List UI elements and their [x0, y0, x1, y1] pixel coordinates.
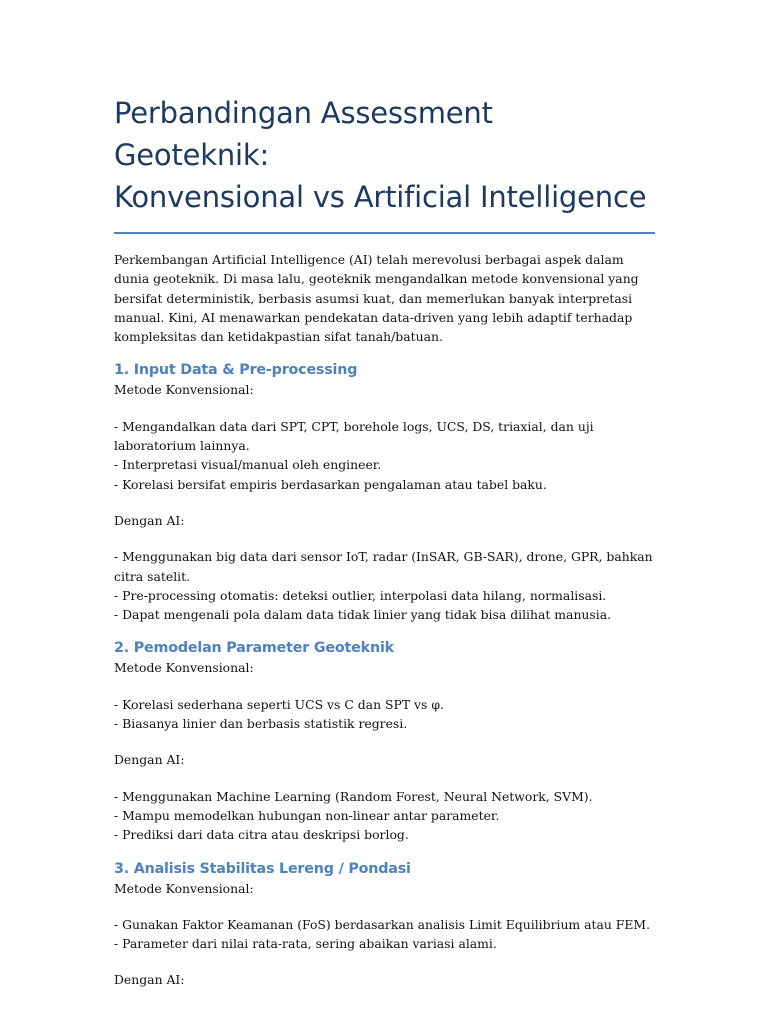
list-item: - Parameter dari nilai rata-rata, sering abaikan variasi alami. [114, 936, 497, 952]
list-item: - Biasanya linier dan berbasis statistik regresi. [114, 716, 408, 732]
intro-paragraph: Perkembangan Artificial Intelligence (AI) telah merevolusi berbagai aspek dalam dunia geoteknik. Di masa lalu, geoteknik mengandalkan metode konvensional yang bersifat deterministik, berbasis asumsi kuat, dan memerlukan banyak interpretasi manual. Kini, AI menawarkan pendekatan data-driven yang lebih adaptif terhadap kompleksitas dan ketidakpastian sifat tanah/batuan. [114, 252, 639, 345]
title-divider [114, 232, 655, 234]
list-item: - Mampu memodelkan hubungan non-linear antar parameter. [114, 807, 500, 823]
section-heading-2: 2. Pemodelan Parameter Geoteknik [114, 640, 394, 657]
section-1-ai-list [114, 547, 656, 624]
list-item: - Interpretasi visual/manual oleh engineer. [114, 457, 382, 473]
section-2-conv-list [114, 695, 656, 734]
list-item: - Mengandalkan data dari SPT, CPT, borehole logs, UCS, DS, triaxial, dan uji laboratorium lainnya. [114, 418, 594, 454]
section-heading-3: 3. Analisis Stabilitas Lereng / Pondasi [114, 860, 411, 877]
list-item: - Korelasi bersifat empiris berdasarkan pengalaman atau tabel baku. [114, 476, 547, 492]
section-3-ai-label: Dengan AI: [114, 972, 185, 988]
list-item: - Korelasi sederhana seperti UCS vs C dan SPT vs φ. [114, 696, 444, 712]
section-1-ai-label: Dengan AI: [114, 512, 185, 528]
section-2-ai-label: Dengan AI: [114, 752, 185, 768]
list-item: - Pre-processing otomatis: deteksi outlier, interpolasi data hilang, normalisasi. [114, 587, 607, 603]
document-title [114, 92, 656, 218]
section-3-conv-label: Metode Konvensional: [114, 880, 254, 896]
section-3-conv-list [114, 915, 656, 954]
title-line-1: Perbandingan Assessment Geoteknik: [114, 96, 493, 172]
title-line-2: Konvensional vs Artificial Intelligence [114, 180, 647, 214]
document-page [114, 92, 656, 990]
section-1-conv-list [114, 417, 656, 494]
list-item: - Menggunakan big data dari sensor IoT, radar (InSAR, GB-SAR), drone, GPR, bahkan citra satelit. [114, 549, 653, 584]
section-2-conv-label: Metode Konvensional: [114, 660, 254, 676]
list-item: - Dapat mengenali pola dalam data tidak linier yang tidak bisa dilihat manusia. [114, 607, 612, 623]
list-item: - Menggunakan Machine Learning (Random Forest, Neural Network, SVM). [114, 788, 593, 804]
list-item: - Prediksi dari data citra atau deskripsi borlog. [114, 827, 409, 843]
section-heading-1: 1. Input Data & Pre-processing [114, 362, 358, 379]
list-item: - Gunakan Faktor Keamanan (FoS) berdasarkan analisis Limit Equilibrium atau FEM. [114, 916, 651, 932]
section-1-conv-label: Metode Konvensional: [114, 382, 254, 398]
section-2-ai-list [114, 787, 656, 845]
